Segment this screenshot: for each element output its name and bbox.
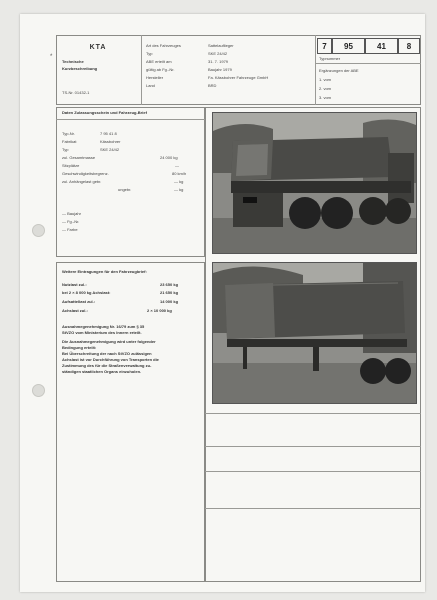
- field-label: Typ: [146, 51, 153, 56]
- trailer-photo-side: [212, 262, 417, 404]
- row-value: 24 000 kg: [160, 155, 178, 160]
- extra-field: — Farbe: [62, 227, 78, 232]
- row-label: bei 2 × 8 000 kg Achslast:: [62, 290, 111, 295]
- extra-field: — Baujahr: [62, 211, 81, 216]
- row-label: Typ: [62, 147, 69, 152]
- abe-supplement: 3. vom: [319, 95, 332, 100]
- row-label: zul. Gesamtmasse: [62, 155, 96, 160]
- trailer-photo-rear: [212, 112, 417, 254]
- note-line: Bedingung erteilt:: [62, 345, 97, 350]
- field-label: gültig ab Fg.-Nr.: [146, 67, 175, 72]
- trailer-side-illustration: [213, 263, 416, 403]
- row-value: —: [175, 163, 179, 168]
- row-label: Nutzlast zul.:: [62, 282, 87, 287]
- field-value: SKE 24/42: [208, 51, 228, 56]
- row-value: — kg: [174, 187, 184, 192]
- note-line: Die Ausnahmegenehmigung wird unter folgender: [62, 339, 156, 344]
- row-value: 7 95 41 8: [100, 131, 117, 136]
- field-label: Land: [146, 83, 155, 88]
- abe-supplement: 1. vom: [319, 77, 332, 82]
- row-value: Kässbohrer: [100, 139, 121, 144]
- row-value: 14 000 kg: [160, 299, 179, 304]
- org-title: KTA: [89, 44, 107, 51]
- punch-hole: [32, 224, 45, 237]
- row-label: Aufsattellast zul.:: [62, 299, 96, 304]
- field-value: Sattelauflieger: [208, 43, 234, 48]
- abe-label: Ergänzungen der ABE: [319, 68, 359, 73]
- field-label: Art des Fahrzeuges: [146, 43, 181, 48]
- note-line: StVZO vom Ministerium des Innern erteilt.: [62, 330, 142, 335]
- type-code-cell: 95: [332, 38, 365, 54]
- row-label: Typ-Nr.: [62, 131, 75, 136]
- row-value: — kg: [174, 179, 184, 184]
- registration-heading: Daten Zulassungsschein und Fahrzeug-Brief: [62, 110, 147, 115]
- row-label: zul. Anhängelast gebr.: [62, 179, 102, 184]
- row-value: 80 km/h: [172, 171, 187, 176]
- note-line: Bei Überschreitung der nach StVZO zulässigen: [62, 351, 152, 356]
- row-label: Achslast zul.:: [62, 308, 88, 313]
- row-value: 21 650 kg: [160, 290, 179, 295]
- trailer-rear-illustration: [213, 113, 416, 253]
- margin-mark: *: [50, 54, 53, 60]
- field-label: ABE erteilt am: [146, 59, 172, 64]
- subtitle: Kurzbeschreibung: [62, 66, 98, 71]
- type-number-label: Typnummer: [319, 56, 341, 61]
- field-label: Hersteller: [146, 75, 164, 80]
- note-line: Achslast ist vor Durchführung von Transporten die: [62, 357, 159, 362]
- type-code-cell: 7: [317, 38, 332, 54]
- punch-hole: [32, 384, 45, 397]
- row-label: ungebr.: [118, 187, 132, 192]
- row-label: Geschwindigkeitsbegrenz.: [62, 171, 109, 176]
- field-value: BRD: [208, 83, 217, 88]
- note-line: Zustimmung des für die Straßenverwaltung zu-: [62, 363, 152, 368]
- note-line: Ausnahmegenehmigung Nr. 16/79 zum § 35: [62, 324, 145, 329]
- type-code-cell: 41: [365, 38, 398, 54]
- field-value: Fa. Kässbohrer Fahrzeuge GmbH: [208, 75, 269, 80]
- row-value: 23 650 kg: [160, 282, 179, 287]
- note-line: ständigen staatlichen Organs einzuholen.: [62, 369, 142, 374]
- field-value: Baujahr 1979: [208, 67, 232, 72]
- entries-heading: Weitere Eintragungen für den Fahrzeugbrief:: [62, 269, 147, 274]
- row-label: Fabrikat: [62, 139, 77, 144]
- abe-supplement: 2. vom: [319, 86, 332, 91]
- row-value: SKE 24/42: [100, 147, 120, 152]
- row-value: 2 × 10 000 kg: [147, 308, 172, 313]
- row-label: Sitzplätze: [62, 163, 80, 168]
- type-code-cell: 8: [398, 38, 420, 54]
- doc-number: TS-Nr. 01432-1: [62, 90, 90, 95]
- field-value: 31. 7. 1979: [208, 59, 229, 64]
- subtitle: Technische: [62, 59, 84, 64]
- extra-field: — Fg.-Nr.: [62, 219, 80, 224]
